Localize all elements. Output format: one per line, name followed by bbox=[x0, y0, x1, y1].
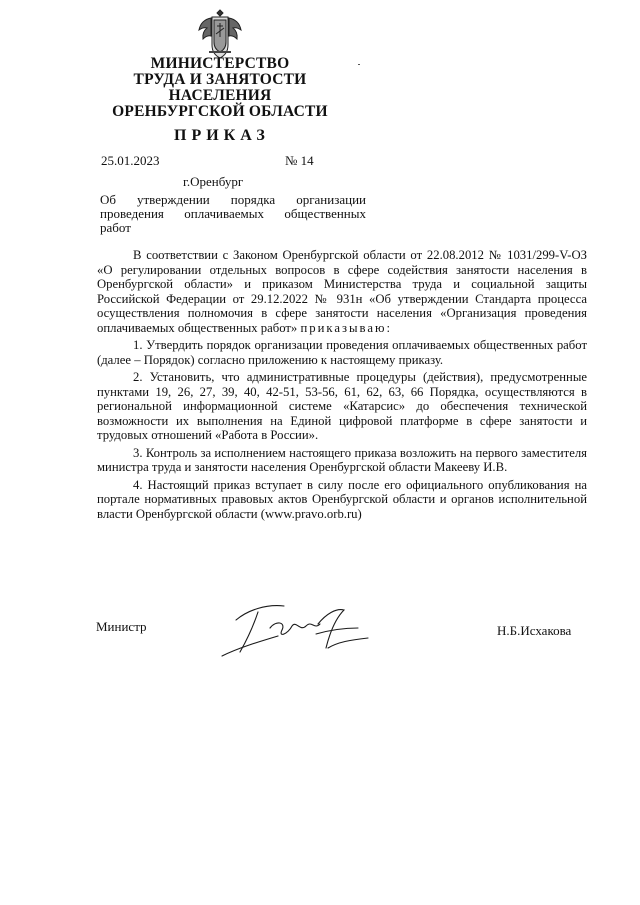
subject-line: Об утверждении порядка организации bbox=[100, 192, 366, 207]
signer-name: Н.Б.Исхакова bbox=[497, 623, 572, 638]
subject-line: проведения оплачиваемых общественных bbox=[100, 206, 366, 221]
order-city: г.Оренбург bbox=[183, 174, 244, 189]
scan-speck bbox=[358, 64, 360, 65]
document-type: ПРИКАЗ bbox=[174, 127, 270, 144]
signer-position: Министр bbox=[96, 619, 147, 634]
order-item: 4. Настоящий приказ вступает в силу после его официального опубликования на портале нормативных правовых актов Оренбургской области и органов исполнительной власти Оренбургской области (www.pravo.orb.ru) bbox=[97, 477, 587, 521]
order-date: 25.01.2023 bbox=[101, 153, 160, 168]
org-line: МИНИСТЕРСТВО bbox=[150, 55, 290, 72]
order-item: 3. Контроль за исполнением настоящего приказа возложить на первого заместителя министра труда и занятости населения Оренбургской области Макееву И.В. bbox=[97, 445, 587, 474]
org-line: НАСЕЛЕНИЯ bbox=[168, 87, 272, 104]
order-subject bbox=[100, 193, 366, 235]
order-number: № 14 bbox=[285, 153, 314, 168]
order-word: приказываю: bbox=[300, 320, 392, 335]
order-item: 2. Установить, что административные процедуры (действия), предусмотренные пунктами 19, 26, 27, 39, 40, 42-51, 53-56, 61, 62, 63, 66 Порядка, осуществляются в региональной информационной системе «Катарсис» до обеспечения технической возможности их выполнения на Единой цифровой платформе в сфере занятости и трудовых отношений «Работа в России». bbox=[97, 370, 587, 442]
order-item: 1. Утвердить порядок организации проведения оплачиваемых общественных работ (далее – Порядок) согласно приложению к настоящему приказу. bbox=[97, 338, 587, 367]
preamble-text: В соответствии с Законом Оренбургской области от 22.08.2012 № 1031/299-V-ОЗ «О регулировании отдельных вопросов в сфере содействия занятости населения в Оренбургской области» и приказом Министерства труда и социальной защиты Российской Федерации от 29.12.2022 № 931н «Об утверждении Стандарта процесса осуществления полномочия в сфере занятости населения «Организация проведения оплачиваемых общественных работ» bbox=[97, 248, 587, 335]
subject-line: работ bbox=[100, 220, 131, 235]
preamble-paragraph bbox=[97, 248, 587, 335]
organization-name bbox=[95, 56, 345, 120]
handwritten-signature-icon bbox=[218, 598, 378, 660]
coat-of-arms-icon bbox=[197, 8, 243, 62]
org-line: ТРУДА И ЗАНЯТОСТИ bbox=[133, 71, 307, 88]
org-line: ОРЕНБУРГСКОЙ ОБЛАСТИ bbox=[112, 103, 328, 120]
order-body bbox=[97, 248, 587, 521]
